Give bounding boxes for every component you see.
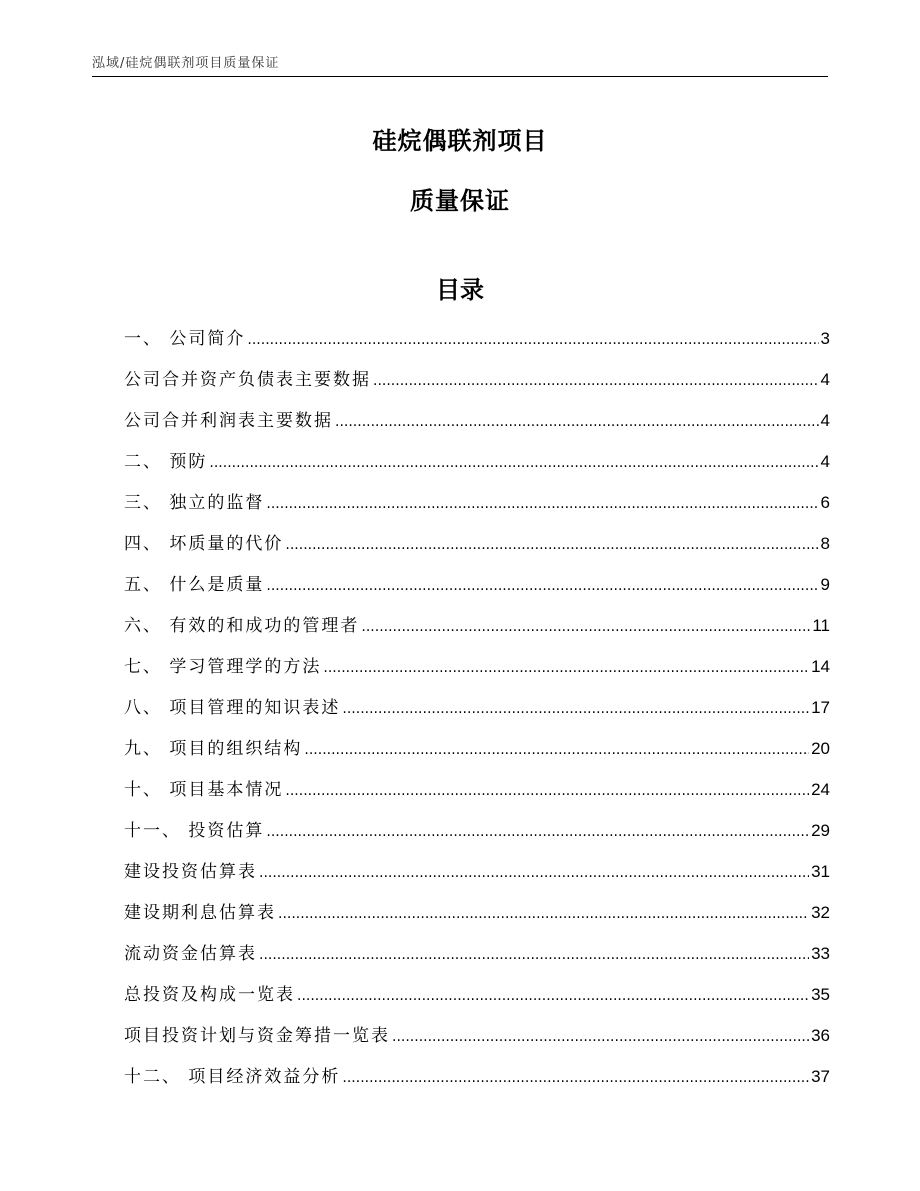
toc-entry[interactable] <box>124 359 830 400</box>
toc-entry[interactable] <box>124 933 830 974</box>
toc-entry-text: 公司合并利润表主要数据 <box>124 411 333 431</box>
toc-heading: 目录 <box>436 276 484 304</box>
toc-entry-text: 流动资金估算表 <box>124 944 257 964</box>
toc-entry-page: 4 <box>820 370 830 389</box>
toc-dot-leader <box>266 812 809 853</box>
table-of-contents <box>124 318 830 1097</box>
toc-entry-text: 六、 有效的和成功的管理者 <box>124 616 360 636</box>
toc-entry[interactable] <box>124 1056 830 1097</box>
toc-entry[interactable] <box>124 646 830 687</box>
toc-dot-leader <box>361 607 810 648</box>
toc-entry[interactable] <box>124 441 830 482</box>
toc-entry-page: 20 <box>811 739 830 758</box>
toc-entry-text: 二、 预防 <box>124 452 208 472</box>
toc-entry-text: 九、 项目的组织结构 <box>124 739 303 759</box>
toc-dot-leader <box>209 443 818 484</box>
toc-dot-leader <box>373 361 819 402</box>
header-divider <box>92 76 828 77</box>
toc-dot-leader <box>335 402 819 443</box>
toc-entry-page: 3 <box>820 329 830 348</box>
toc-entry[interactable] <box>124 851 830 892</box>
running-header: 泓域/硅烷偶联剂项目质量保证 <box>92 56 280 71</box>
toc-entry[interactable] <box>124 1015 830 1056</box>
document-subtitle: 质量保证 <box>410 187 510 215</box>
toc-entry[interactable] <box>124 892 830 933</box>
toc-dot-leader <box>247 320 818 361</box>
toc-entry-text: 十、 项目基本情况 <box>124 780 284 800</box>
toc-dot-leader <box>259 935 809 976</box>
toc-entry-page: 4 <box>820 411 830 430</box>
toc-entry-text: 十二、 项目经济效益分析 <box>124 1067 341 1087</box>
toc-entry-text: 五、 什么是质量 <box>124 575 265 595</box>
toc-entry[interactable] <box>124 974 830 1015</box>
toc-dot-leader <box>285 771 809 812</box>
toc-dot-leader <box>297 976 809 1017</box>
toc-entry-text: 三、 独立的监督 <box>124 493 265 513</box>
toc-dot-leader <box>392 1017 809 1058</box>
toc-entry-text: 一、 公司简介 <box>124 329 246 349</box>
toc-dot-leader <box>285 525 818 566</box>
toc-entry-page: 32 <box>811 903 830 922</box>
toc-entry-page: 6 <box>820 493 830 512</box>
toc-entry-page: 24 <box>811 780 830 799</box>
toc-entry-text: 建设投资估算表 <box>124 862 257 882</box>
toc-entry-text: 公司合并资产负债表主要数据 <box>124 370 371 390</box>
toc-entry-page: 33 <box>811 944 830 963</box>
toc-dot-leader <box>342 1058 809 1099</box>
toc-entry-page: 35 <box>811 985 830 1004</box>
toc-entry-page: 8 <box>820 534 830 553</box>
toc-entry-page: 36 <box>811 1026 830 1045</box>
toc-entry-page: 17 <box>811 698 830 717</box>
toc-dot-leader <box>304 730 809 771</box>
toc-entry-page: 9 <box>820 575 830 594</box>
toc-dot-leader <box>266 484 818 525</box>
toc-entry-text: 总投资及构成一览表 <box>124 985 295 1005</box>
toc-dot-leader <box>323 648 809 689</box>
toc-entry-text: 四、 坏质量的代价 <box>124 534 284 554</box>
toc-dot-leader <box>342 689 809 730</box>
toc-entry-page: 37 <box>811 1067 830 1086</box>
toc-entry-text: 建设期利息估算表 <box>124 903 276 923</box>
toc-entry[interactable] <box>124 564 830 605</box>
toc-entry-page: 4 <box>820 452 830 471</box>
toc-entry[interactable] <box>124 769 830 810</box>
toc-entry[interactable] <box>124 728 830 769</box>
toc-entry[interactable] <box>124 523 830 564</box>
toc-entry-page: 11 <box>812 616 830 635</box>
toc-dot-leader <box>266 566 818 607</box>
toc-entry[interactable] <box>124 400 830 441</box>
toc-entry-text: 八、 项目管理的知识表述 <box>124 698 341 718</box>
toc-entry-page: 31 <box>811 862 830 881</box>
toc-entry-text: 七、 学习管理学的方法 <box>124 657 322 677</box>
document-title: 硅烷偶联剂项目 <box>372 127 548 155</box>
toc-entry-text: 项目投资计划与资金筹措一览表 <box>124 1026 390 1046</box>
toc-dot-leader <box>278 894 809 935</box>
toc-entry[interactable] <box>124 318 830 359</box>
toc-entry[interactable] <box>124 605 830 646</box>
toc-entry[interactable] <box>124 810 830 851</box>
toc-entry-text: 十一、 投资估算 <box>124 821 265 841</box>
toc-entry-page: 14 <box>811 657 830 676</box>
toc-entry-page: 29 <box>811 821 830 840</box>
toc-dot-leader <box>259 853 809 894</box>
toc-entry[interactable] <box>124 687 830 728</box>
toc-entry[interactable] <box>124 482 830 523</box>
